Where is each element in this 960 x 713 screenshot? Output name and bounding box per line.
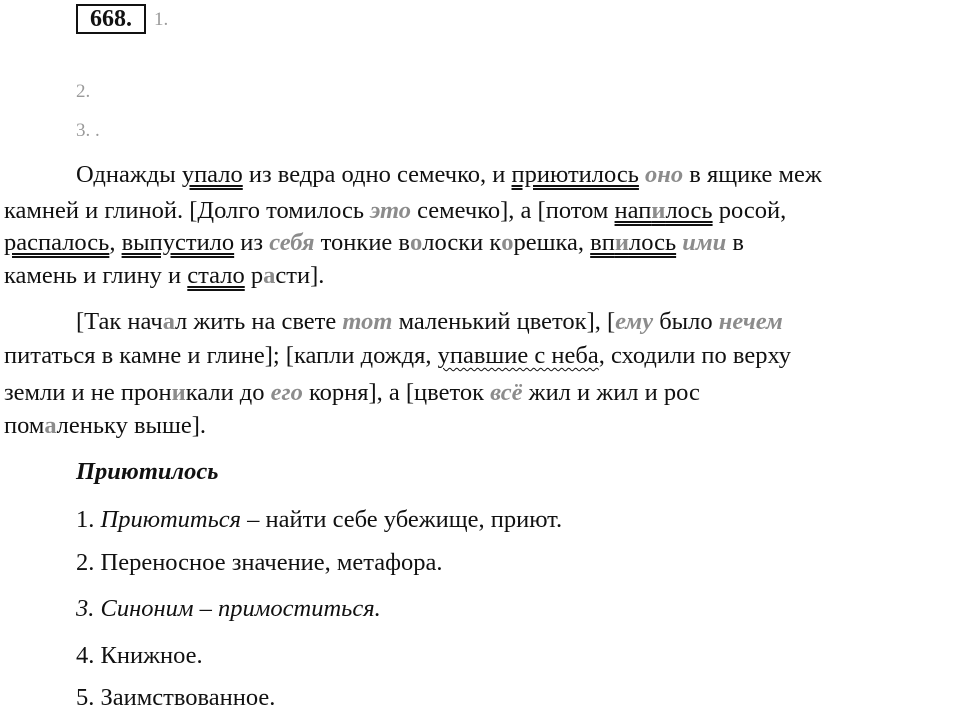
- analysis-item-4: 4. Книжное.: [76, 642, 203, 669]
- exercise-number: 668.: [76, 4, 146, 34]
- item-2-label: 2.: [76, 81, 91, 102]
- vowel-highlight: и: [171, 379, 186, 406]
- text: маленький цветок], [: [392, 308, 616, 335]
- pronoun-ego: его: [270, 379, 303, 406]
- text: питаться в камне и глине]; [капли дождя,: [4, 342, 438, 369]
- text: из: [234, 229, 270, 256]
- paragraph-2-line-2: [4, 341, 791, 371]
- text: семечко], а [потом: [410, 197, 615, 224]
- predicate-upalo: упало: [181, 161, 243, 188]
- text: Однажды: [76, 161, 182, 188]
- text: из ведра одно семечко, и: [242, 161, 512, 188]
- text: тонкие в: [314, 229, 410, 256]
- text: камней и глиной. [Долго томилось: [4, 197, 371, 224]
- text: в: [726, 229, 744, 256]
- text: нап: [614, 197, 652, 224]
- pronoun-imi: ими: [682, 229, 727, 256]
- text: сти].: [275, 262, 325, 289]
- paragraph-2-line-1: [76, 307, 783, 337]
- vowel-highlight: а: [162, 308, 175, 335]
- vowel-highlight: а: [263, 262, 276, 289]
- vowel-highlight: а: [44, 412, 57, 439]
- text: леньку выше].: [56, 412, 207, 439]
- text: земли и не прон: [4, 379, 172, 406]
- text: р: [244, 262, 264, 289]
- item-3-label: 3. .: [76, 120, 100, 141]
- text: пом: [4, 412, 45, 439]
- analysis-item-5: 5. Заимствованное.: [76, 684, 276, 711]
- pronoun-emu: ему: [615, 308, 654, 335]
- text: лось: [665, 197, 713, 224]
- pronoun-eto: это: [370, 197, 411, 224]
- pronoun-vse: всё: [490, 379, 523, 406]
- text: 1.: [76, 506, 101, 533]
- analysis-heading: Приютилось: [76, 458, 219, 485]
- text: ,: [109, 229, 122, 256]
- text: [Так нач: [76, 308, 163, 335]
- predicate-vypustilo: выпустило: [121, 229, 235, 256]
- analysis-item-1: [76, 505, 562, 535]
- item-1-label: 1.: [154, 9, 169, 30]
- text: вп: [590, 229, 615, 256]
- text: – найти себе убежище, приют.: [241, 506, 563, 533]
- text: решка,: [513, 229, 591, 256]
- text: росой,: [712, 197, 787, 224]
- pronoun-sebya: себя: [269, 229, 315, 256]
- predicate-stalo: стало: [187, 262, 245, 289]
- predicate-napilos: [615, 197, 713, 224]
- vowel-highlight: и: [614, 229, 629, 256]
- text: лоски к: [422, 229, 502, 256]
- text: л жить на свете: [175, 308, 343, 335]
- pronoun-ono: оно: [645, 161, 684, 188]
- vowel-highlight: о: [501, 229, 514, 256]
- pronoun-tot: тот: [342, 308, 393, 335]
- paragraph-2-line-3: [4, 378, 700, 408]
- text: Приютиться: [100, 506, 242, 533]
- predicate-priyutilos: приютилось: [511, 161, 639, 188]
- text: в ящике меж: [683, 161, 822, 188]
- paragraph-1-line-4: [4, 261, 324, 291]
- text: , сходили по верху: [598, 342, 792, 369]
- vowel-highlight: о: [410, 229, 423, 256]
- paragraph-2-line-4: [4, 411, 206, 441]
- text: корня], а [цветок: [302, 379, 491, 406]
- pronoun-nechem: нечем: [718, 308, 783, 335]
- text: камень и глину и: [4, 262, 188, 289]
- analysis-item-3: 3. Синоним – примоститься.: [76, 595, 381, 622]
- participial-phrase: упавшие с неба: [437, 342, 599, 369]
- analysis-item-2: 2. Переносное значение, метафора.: [76, 549, 443, 576]
- text: лось: [628, 229, 677, 256]
- predicate-raspalos: распалось: [4, 229, 110, 256]
- vowel-highlight: и: [651, 197, 666, 224]
- paragraph-1-line-3: [4, 228, 744, 258]
- text: жил и жил и рос: [522, 379, 700, 406]
- text: было: [653, 308, 719, 335]
- paragraph-1-line-2: [4, 196, 786, 226]
- paragraph-1-line-1: [76, 160, 822, 190]
- predicate-vpilos: [590, 229, 676, 256]
- text: кали до: [185, 379, 271, 406]
